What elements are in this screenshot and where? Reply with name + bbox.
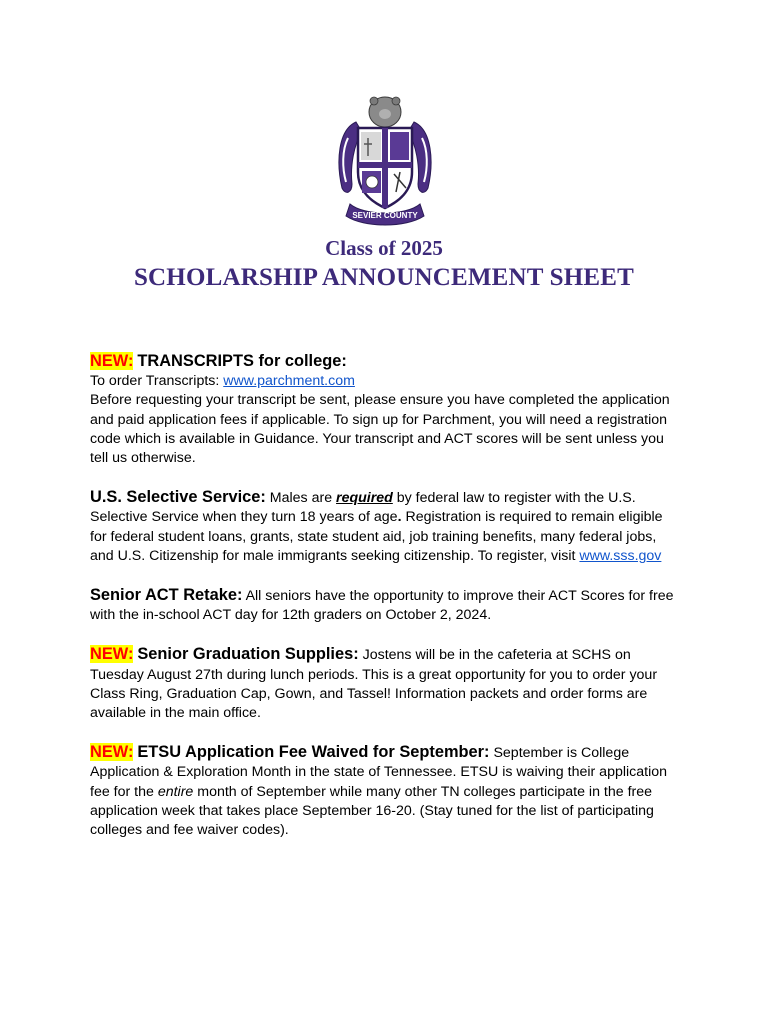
new-tag: NEW: (90, 645, 134, 664)
section-text: September is College Application & Exploration Month in the state of Tennessee. ETSU is waiving their application fee for the (90, 745, 668, 800)
section-heading: TRANSCRIPTS for college: (137, 352, 347, 370)
section-text: Registration is required to remain eligible for federal student loans, grants, state student aid, job training benefits, many federal jobs, and U.S. Citizenship for male immigrants seeking citizenship. To register, visit (90, 509, 663, 564)
section-heading: Senior Graduation Supplies: (137, 645, 359, 664)
new-tag: NEW: (90, 352, 134, 370)
section-heading: ETSU Application Fee Waived for September: (137, 743, 490, 762)
selective-service-section (90, 488, 682, 566)
entire-emphasis: entire (157, 783, 194, 800)
required-emphasis: required (336, 490, 393, 507)
order-transcripts-label: To order Transcripts: (90, 373, 224, 390)
section-heading: Senior ACT Retake: (90, 586, 243, 605)
section-text: month of September while many other TN colleges participate in the free application week that takes place September 16-20. (Stay tuned for the list of participating colleges and fee waiver codes). (90, 783, 654, 839)
school-crest-logo (334, 92, 436, 232)
announcements (90, 352, 682, 860)
section-text: . (397, 509, 402, 526)
section-text: by federal law to register with the U.S. Selective Service when they turn 18 years of age (90, 490, 636, 526)
transcripts-section (90, 352, 682, 468)
page-title: SCHOLARSHIP ANNOUNCEMENT SHEET (133, 264, 635, 291)
transcripts-body: Before requesting your transcript be sent, please ensure you have completed the application and paid application fees if applicable. To sign up for Parchment, you will need a registration code which is available in Guidance. Your transcript and ACT scores will be sent unless you tell us otherwise. (90, 392, 670, 467)
section-text: Males are (265, 490, 337, 507)
section-text: Jostens will be in the cafeteria at SCHS on Tuesday August 27th during lunch periods. This is a great opportunity for you to order your Class Ring, Graduation Cap, Gown, and Tassel! Information packets and order forms are available in the main office. (90, 647, 658, 722)
act-retake-section (90, 586, 682, 625)
crest-banner-text: SEVIER COUNTY (352, 211, 418, 220)
etsu-section (90, 743, 682, 840)
graduation-supplies-section (90, 645, 682, 723)
parchment-link[interactable]: www.parchment.com (223, 373, 355, 390)
section-text: All seniors have the opportunity to improve their ACT Scores for free with the in-school ACT day for 12th graders on October 2, 2024. (90, 588, 674, 624)
sss-link[interactable]: www.sss.gov (579, 547, 662, 564)
section-heading: U.S. Selective Service: (90, 488, 266, 507)
new-tag: NEW: (90, 743, 134, 762)
class-of-heading: Class of 2025 (325, 236, 443, 260)
